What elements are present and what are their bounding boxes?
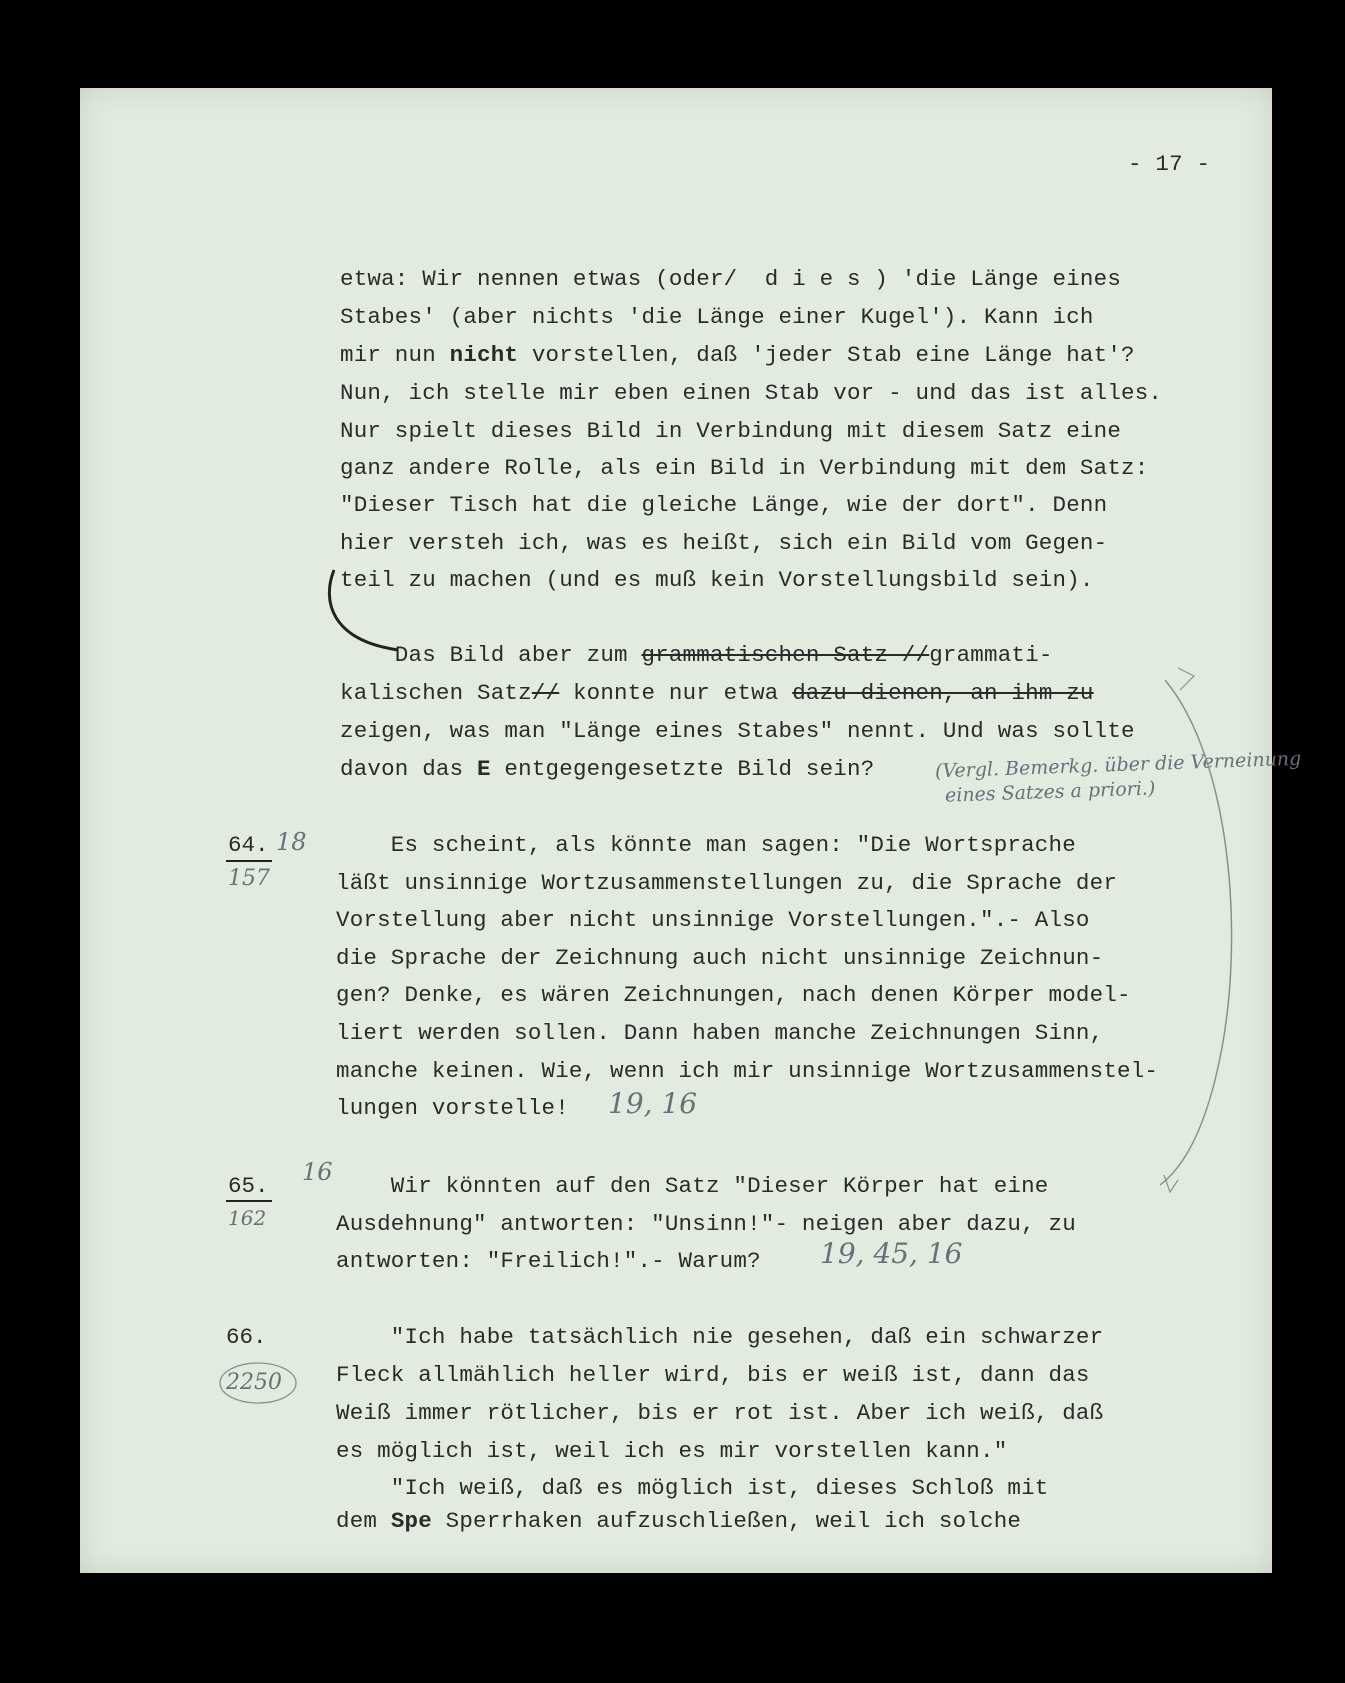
text-run: mir nun: [340, 342, 450, 368]
s65-line-3: antworten: "Freilich!".- Warum?: [336, 1248, 761, 1274]
text-run: etwa: Wir nennen etwas (oder: [340, 266, 724, 292]
p1-line-8: hier versteh ich, was es heißt, sich ein Bild vom Gegen-: [340, 530, 1108, 556]
text-run: grammati-: [929, 642, 1053, 668]
overtyped-letter: E: [477, 756, 491, 782]
struck-mark: //: [531, 680, 560, 706]
s64-line-7: manche keinen. Wie, wenn ich mir unsinnige Wortzusammenstel-: [336, 1058, 1159, 1084]
s64-line-5: gen? Denke, es wären Zeichnungen, nach denen Körper model-: [336, 982, 1131, 1008]
p1-line-2: Stabes' (aber nichts 'die Länge einer Kugel'). Kann ich: [340, 304, 1094, 330]
handwritten-note-line-1: (Vergl. Bemerkg. über die Verneinung: [934, 747, 1302, 783]
struck-text: dazu dienen, an ihm zu: [792, 680, 1094, 706]
handwritten-number: 16: [302, 1158, 333, 1186]
handwritten-ref: 2250: [226, 1370, 282, 1395]
s65-line-2: Ausdehnung" antworten: "Unsinn!"- neigen aber dazu, zu: [336, 1211, 1076, 1237]
s64-line-3: Vorstellung aber nicht unsinnige Vorstellungen.".- Also: [336, 907, 1090, 933]
handwritten-tail-note: 19, 45, 16: [820, 1237, 963, 1270]
text-run: kalischen Satz: [340, 680, 532, 706]
section-number-64: 64.: [228, 832, 269, 858]
p1-line-9: teil zu machen (und es muß kein Vorstellungsbild sein).: [340, 567, 1094, 593]
p1-line-5: Nur spielt dieses Bild in Verbindung mit diesem Satz eine: [340, 418, 1122, 444]
s66-line-3: Weiß immer rötlicher, bis er rot ist. Aber ich weiß, daß: [336, 1400, 1104, 1426]
text-run: dem: [336, 1508, 391, 1534]
p1-line-6: ganz andere Rolle, als ein Bild in Verbindung mit dem Satz:: [340, 455, 1149, 481]
s64-line-8: lungen vorstelle!: [336, 1095, 569, 1121]
handwritten-tail-note: 19, 16: [608, 1087, 698, 1120]
handwritten-note-line-2: eines Satzes a priori.): [944, 777, 1156, 807]
text-run: davon das: [340, 756, 478, 782]
page-number: - 17 -: [1128, 151, 1211, 177]
s66-line-2: Fleck allmählich heller wird, bis er weiß ist, dann das: [336, 1362, 1090, 1388]
s64-line-2: läßt unsinnige Wortzusammenstellungen zu, die Sprache der: [336, 870, 1118, 896]
s64-line-1: Es scheint, als könnte man sagen: "Die Wortsprache: [336, 832, 1076, 858]
text-run: entgegengesetzte Bild sein?: [490, 756, 875, 782]
p1-line-7: "Dieser Tisch hat die gleiche Länge, wie der dort". Denn: [340, 492, 1108, 518]
struck-text: grammatischen Satz //: [641, 642, 930, 668]
text-run: konnte nur etwa: [559, 680, 793, 706]
s66-line-1: "Ich habe tatsächlich nie gesehen, daß ein schwarzer: [336, 1324, 1104, 1350]
s65-line-1: Wir könnten auf den Satz "Dieser Körper hat eine: [336, 1173, 1049, 1199]
s64-line-6: liert werden sollen. Dann haben manche Zeichnungen Sinn,: [336, 1020, 1104, 1046]
section-number-66: 66.: [226, 1324, 267, 1350]
slash-mark: /: [723, 266, 738, 292]
text-run: Das Bild aber zum: [340, 642, 642, 668]
p1-line-4: Nun, ich stelle mir eben einen Stab vor - und das ist alles.: [340, 380, 1163, 406]
section-number-65: 65.: [228, 1173, 269, 1199]
s64-line-4: die Sprache der Zeichnung auch nicht unsinnige Zeichnun-: [336, 945, 1104, 971]
text-run: d i e s ) 'die Länge eines: [737, 266, 1122, 292]
overtyped-word: nicht: [449, 342, 519, 368]
s66-line-4: es möglich ist, weil ich es mir vorstellen kann.": [336, 1438, 1008, 1464]
text-run: vorstellen, daß 'jeder Stab eine Länge hat'?: [518, 342, 1135, 368]
text-run: Sperrhaken aufzuschließen, weil ich solche: [431, 1508, 1022, 1534]
handwritten-ref: 162: [228, 1206, 267, 1230]
handwritten-number: 18: [276, 828, 307, 856]
handwritten-ref: 157: [228, 866, 270, 891]
s66-line-5: "Ich weiß, daß es möglich ist, dieses Schloß mit: [336, 1475, 1049, 1501]
p2-line-3: zeigen, was man "Länge eines Stabes" nennt. Und was sollte: [340, 718, 1135, 744]
overtyped-word: Spe: [390, 1508, 432, 1534]
